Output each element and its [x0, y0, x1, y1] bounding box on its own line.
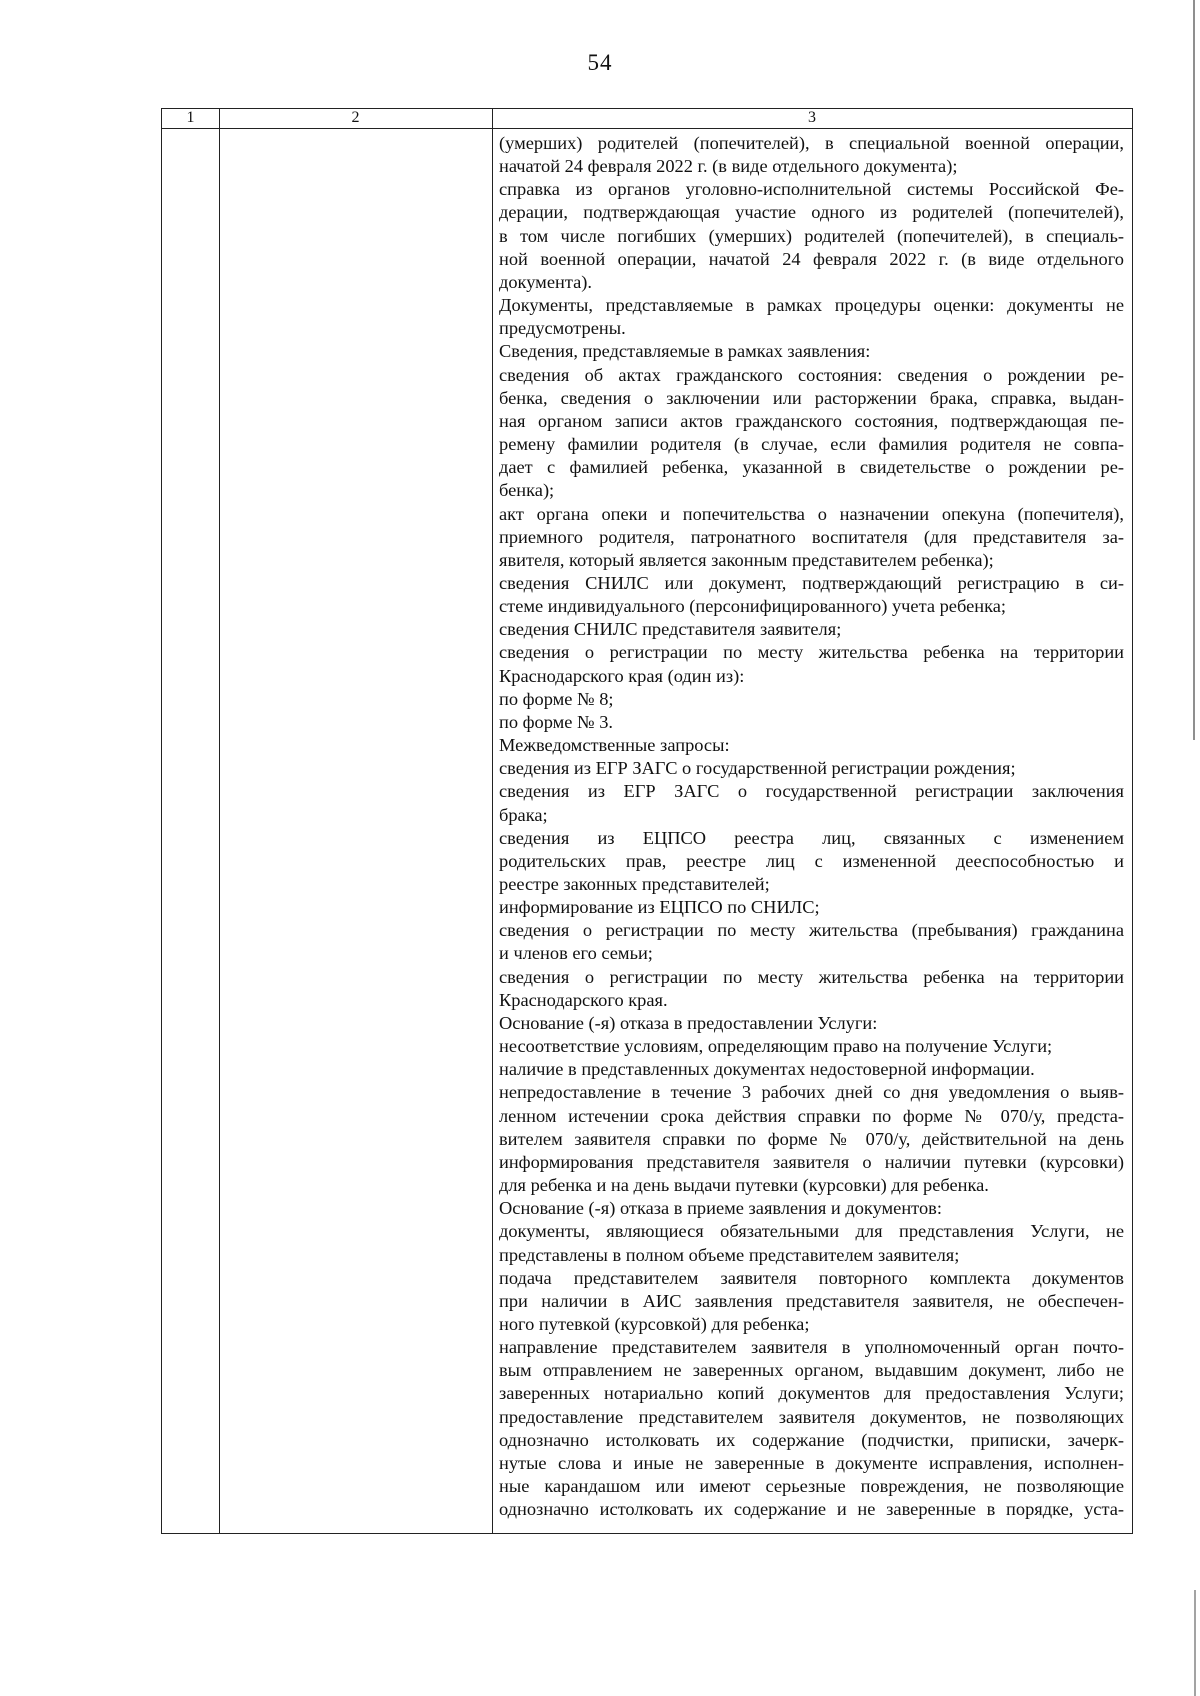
text-line: сведения о регистрации по месту жительства ребенка на территории [499, 966, 1124, 987]
column-divider-1 [219, 109, 220, 1533]
text-line: сведения СНИЛС или документ, подтверждающий регистрацию в си- [499, 572, 1124, 593]
column-divider-2 [492, 109, 493, 1533]
text-line: явителя, который является законным представителем ребенка); [499, 549, 994, 570]
text-line: наличие в представленных документах недостоверной информации. [499, 1059, 1035, 1080]
text-line: ремену фамилии родителя (в случае, если фамилия родителя не совпа- [499, 434, 1124, 455]
text-line: подача представителем заявителя повторного комплекта документов [499, 1267, 1124, 1288]
text-line: родительских прав, реестре лиц с измененной дееспособностью и [499, 850, 1124, 871]
text-line: в том числе погибших (умерших) родителей (попечителей), в специаль- [499, 225, 1124, 246]
text-line: Межведомственные запросы: [499, 735, 730, 756]
text-line: сведения о регистрации по месту жительства (пребывания) гражданина [499, 920, 1124, 941]
text-line: однозначно истолковать их содержание (подчистки, приписки, зачерк- [499, 1429, 1124, 1450]
text-line: представлены в полном объеме представителем заявителя; [499, 1244, 960, 1265]
text-line: при наличии в АИС заявления представителя заявителя, не обеспечен- [499, 1290, 1124, 1311]
text-line: однозначно истолковать их содержание и не заверенные в порядке, уста- [499, 1499, 1124, 1520]
column-header-1: 1 [186, 109, 195, 126]
text-line: предусмотрены. [499, 318, 626, 339]
text-line: нутые слова и иные не заверенные в документе исправления, исполнен- [499, 1452, 1124, 1473]
text-line: несоответствие условиям, определяющим право на получение Услуги; [499, 1036, 1053, 1057]
text-line: Краснодарского края (один из): [499, 665, 745, 686]
text-line: приемного родителя, патронатного воспитателя (для представителя за- [499, 526, 1124, 547]
text-line: ного путевкой (курсовкой) для ребенка; [499, 1313, 810, 1334]
text-line: направление представителем заявителя в уполномоченный орган почто- [499, 1337, 1124, 1358]
text-line: сведения из ЕГР ЗАГС о государственной регистрации рождения; [499, 758, 1016, 779]
text-line: Основание (-я) отказа в предоставлении Услуги: [499, 1012, 878, 1033]
text-line: бенка); [499, 480, 555, 501]
column-3-text [499, 132, 1124, 1521]
page-number: 54 [587, 50, 613, 75]
text-line: документа). [499, 271, 592, 292]
text-line: вым отправлением не заверенных органом, выдавшим документ, либо не [499, 1360, 1124, 1381]
text-line: брака; [499, 804, 548, 825]
text-line: заверенных нотариально копий документов для предоставления Услуги; [499, 1383, 1124, 1404]
text-line: сведения из ЕЦПСО реестра лиц, связанных с изменением [499, 827, 1124, 848]
text-line: реестре законных представителей; [499, 874, 770, 894]
text-line: сведения о регистрации по месту жительства ребенка на территории [499, 642, 1124, 663]
text-line: непредоставление в течение 3 рабочих дней со дня уведомления о выяв- [499, 1082, 1124, 1103]
text-line: сведения из ЕГР ЗАГС о государственной регистрации заключения [499, 781, 1124, 802]
text-line: по форме № 3. [499, 711, 613, 732]
text-line: сведения об актах гражданского состояния: сведения о рождении ре- [499, 364, 1124, 385]
text-line: стеме индивидуального (персонифицированного) учета ребенка; [499, 596, 1006, 617]
column-header-3: 3 [808, 109, 816, 126]
text-line: дерации, подтверждающая участие одного из родителей (попечителей), [499, 202, 1124, 223]
text-line: Основание (-я) отказа в приеме заявления и документов: [499, 1198, 942, 1219]
text-line: начатой 24 февраля 2022 г. (в виде отдельного документа); [499, 156, 958, 177]
text-line: для ребенка и на день выдачи путевки (курсовки) для ребенка. [499, 1175, 989, 1196]
text-line: акт органа опеки и попечительства о назначении опекуна (попечителя), [499, 503, 1124, 524]
document-table [161, 108, 1133, 1534]
text-line: Сведения, представляемые в рамках заявления: [499, 341, 871, 362]
text-line: информирование из ЕЦПСО по СНИЛС; [499, 897, 820, 918]
text-line: и членов его семьи; [499, 943, 653, 964]
text-line: предоставление представителем заявителя документов, не позволяющих [499, 1406, 1124, 1427]
table-header-row [162, 109, 1132, 129]
text-line: ные карандашом или имеют серьезные повреждения, не позволяющие [499, 1476, 1124, 1497]
text-line: Краснодарского края. [499, 989, 668, 1010]
text-line: сведения СНИЛС представителя заявителя; [499, 619, 842, 640]
text-line: справка из органов уголовно-исполнительной системы Российской Фе- [499, 179, 1124, 200]
text-line: ленном истечении срока действия справки по форме № 070/у, предста- [499, 1105, 1124, 1126]
text-line: (умерших) родителей (попечителей), в специальной военной операции, [499, 133, 1124, 153]
column-header-2: 2 [351, 109, 360, 126]
scan-edge-mark [1194, 1590, 1196, 1696]
text-line: ная органом записи актов гражданского состояния, подтверждающая пе- [499, 410, 1124, 431]
text-line: бенка, сведения о заключении или расторжении брака, справка, выдан- [499, 387, 1124, 408]
text-line: дает с фамилией ребенка, указанной в свидетельстве о рождении ре- [499, 457, 1124, 478]
text-line: документы, являющиеся обязательными для представления Услуги, не [499, 1221, 1124, 1242]
scan-edge-mark [1193, 0, 1195, 740]
text-line: вителем заявителя справки по форме № 070/у, действительной на день [499, 1128, 1124, 1149]
text-line: информирования представителя заявителя о наличии путевки (курсовки) [499, 1151, 1124, 1172]
text-line: ной военной операции, начатой 24 февраля 2022 г. (в виде отдельного [499, 248, 1124, 269]
text-line: по форме № 8; [499, 688, 614, 709]
text-line: Документы, представляемые в рамках процедуры оценки: документы не [499, 295, 1124, 316]
